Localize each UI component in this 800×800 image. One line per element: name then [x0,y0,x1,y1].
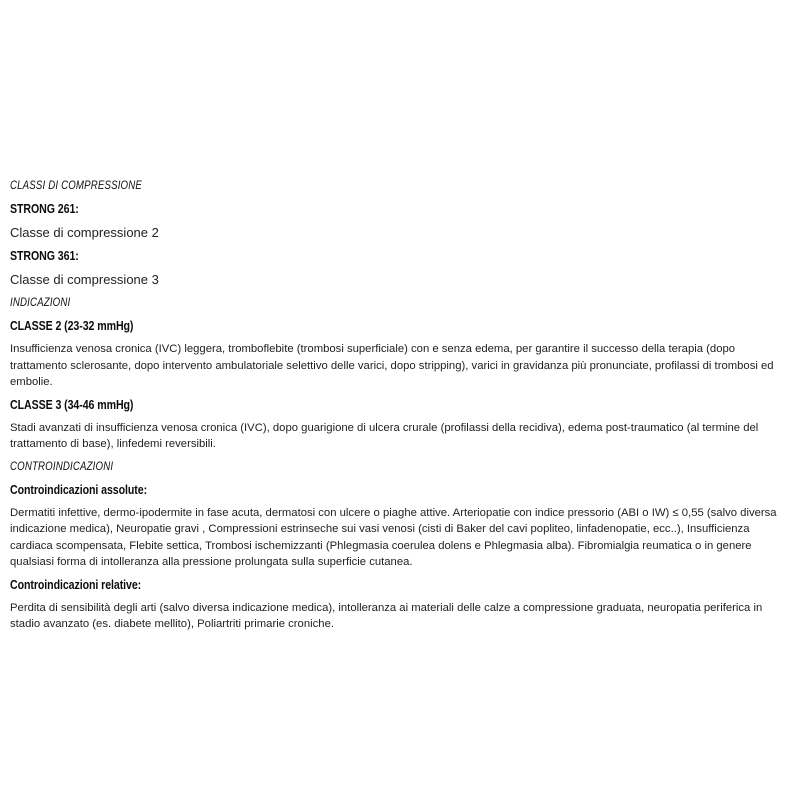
section-classi-di-compressione [10,179,790,288]
subheading-controindicazioni-assolute: Controindicazioni assolute: [10,482,148,497]
subheading-controindicazioni-relative: Controindicazioni relative: [10,577,142,592]
value-classe-compressione-3: Classe di compressione 3 [10,272,159,287]
paragraph-controindicazioni-assolute: Dermatiti infettive, dermo-ipodermite in fase acuta, dermatosi con ulcere o piaghe attive. Arteriopatie con indice pressorio (ABI o IW) ≤ 0,55 (salvo diversa indicazione medica), Neuropatie gravi , Compressioni estrinseche sui vasi venosi (cisti di Baker del cavi popliteo, linfadenopatie, ecc..), Insufficienza cardiaca scompensata, Flebite settica, Trombosi ischemizzanti (Phlegmasia coerulea dolens e Phlegmasia alba). Fibromialgia reumatica o in genere qualsiasi forma di intolleranza alla pressione prolungata sulla superficie cutanea. [10,506,777,568]
section-heading-controindicazioni: CONTROINDICAZIONI [10,460,114,473]
subheading-classe-2: CLASSE 2 (23-32 mmHg) [10,319,134,333]
subheading-strong-261: STRONG 261: [10,202,79,216]
paragraph-classe-3-indicazioni: Stadi avanzati di insufficienza venosa cronica (IVC), dopo guarigione di ulcera crurale (profilassi della recidiva), edema post-traumatico (al termine del trattamento di base), linfedemi reversibili. [10,421,759,450]
value-classe-compressione-2: Classe di compressione 2 [10,225,159,240]
subheading-classe-3: CLASSE 3 (34-46 mmHg) [10,397,134,412]
section-indicazioni [10,296,790,453]
subheading-strong-361: STRONG 361: [10,249,79,263]
section-heading-indicazioni: INDICAZIONI [10,297,71,309]
paragraph-classe-2-indicazioni: Insufficienza venosa cronica (IVC) leggera, tromboflebite (trombosi superficiale) con e senza edema, per garantire il successo della terapia (dopo trattamento sclerosante, dopo intervento ambulatoriale selettivo delle varici, dopo stripping), varici in gravidanza più pronunciate, profilassi di trombosi ed embolie. [10,343,774,388]
paragraph-controindicazioni-relative: Perdita di sensibilità degli arti (salvo diversa indicazione medica), intolleranza ai materiali delle calze a compressione graduata, neuropatia periferica in stadio avanzato (es. diabete mellito), Poliartriti primarie croniche. [10,601,763,630]
section-heading-classi-di-compressione: CLASSI DI COMPRESSIONE [10,180,142,192]
section-controindicazioni [10,460,790,633]
